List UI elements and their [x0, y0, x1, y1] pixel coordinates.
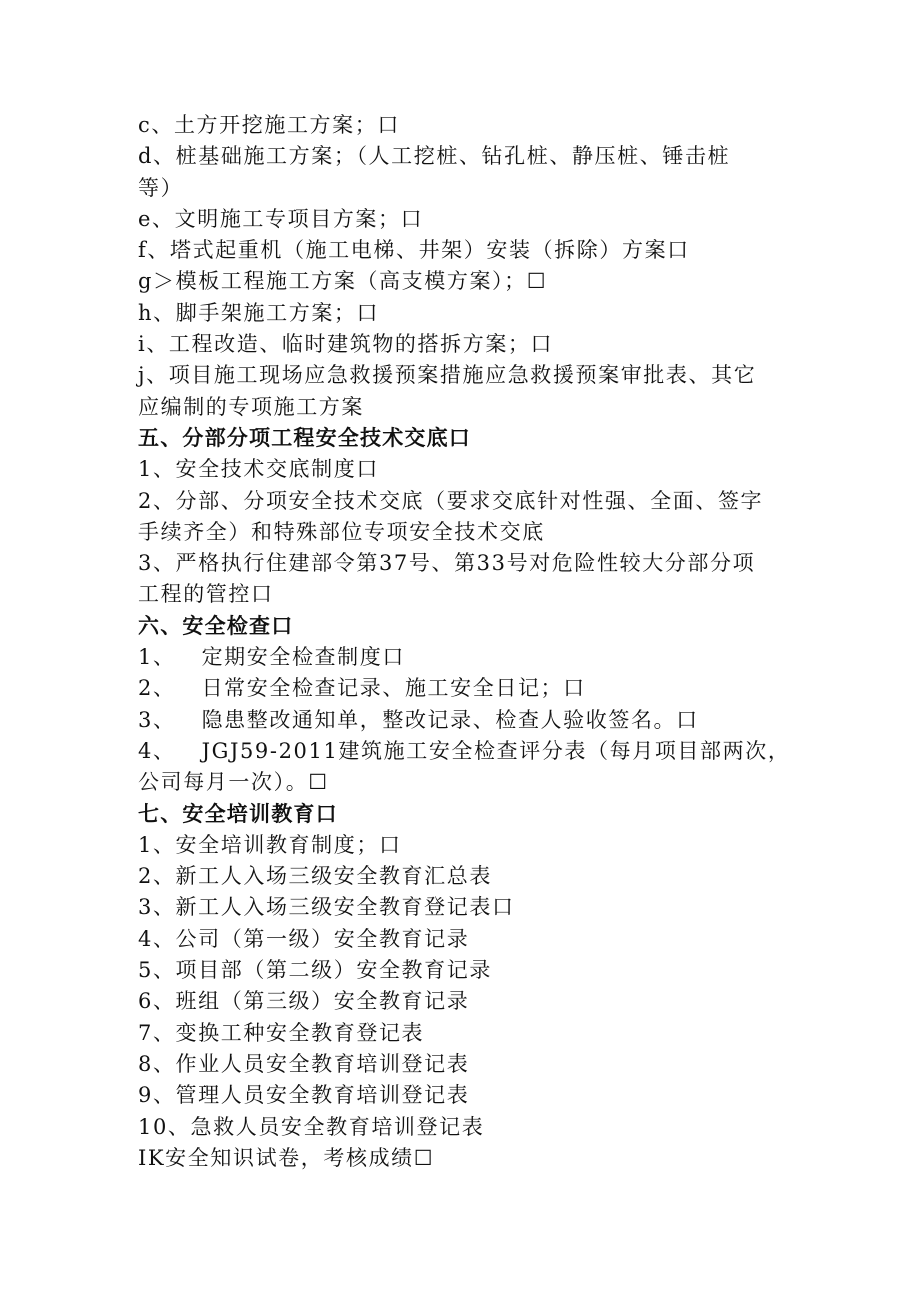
text-line: j、项目施工现场应急救援预案措施应急救援预案审批表、其它	[138, 363, 757, 388]
text-line: g＞模板工程施工方案（高支模方案）；☐	[138, 269, 548, 294]
item-number: 1、	[138, 645, 176, 670]
item-number: 2、	[138, 676, 176, 701]
item-number: 3、	[138, 707, 176, 732]
text-line: 7、变换工种安全教育登记表	[138, 1020, 425, 1045]
text-line: IK安全知识试卷，考核成绩☐	[138, 1145, 435, 1170]
text-line: 6、班组（第三级）安全教育记录	[138, 989, 470, 1014]
item-number: 4、	[138, 738, 176, 763]
text-line	[138, 705, 788, 736]
text-line: 1、安全技术交底制度口	[138, 457, 379, 482]
text-line: 等）	[138, 175, 184, 200]
item-text: 定期安全检查制度口	[201, 645, 405, 670]
text-line	[138, 642, 788, 673]
text-line	[138, 673, 788, 704]
item-text: 隐患整改通知单，整改记录、检查人验收签名。口	[201, 707, 699, 732]
text-line: h、脚手架施工方案；口	[138, 300, 380, 325]
text-line: 应编制的专项施工方案	[138, 394, 364, 419]
text-line: i、工程改造、临时建筑物的搭拆方案；口	[138, 332, 554, 357]
item-text: 日常安全检查记录、施工安全日记；口	[201, 676, 586, 701]
text-line: 10、急救人员安全教育培训登记表	[138, 1114, 485, 1139]
document-body	[138, 110, 791, 1174]
text-line: 1、安全培训教育制度；口	[138, 832, 402, 857]
text-line: 5、项目部（第二级）安全教育记录	[138, 958, 492, 983]
text-line: c、土方开挖施工方案；口	[138, 113, 400, 137]
text-line: 4、公司（第一级）安全教育记录	[138, 926, 470, 951]
text-line	[138, 736, 791, 767]
section-heading: 七、安全培训教育口	[138, 801, 338, 826]
text-line: 2、新工人入场三级安全教育汇总表	[138, 864, 492, 889]
item-text: JGJ59-2011建筑施工安全检查评分表（每月项目部两次，	[201, 738, 791, 763]
text-line: 3、新工人入场三级安全教育登记表口	[138, 895, 515, 920]
text-line: 3、严格执行住建部令第37号、第33号对危险性较大分部分项	[138, 551, 756, 576]
text-line: 8、作业人员安全教育培训登记表	[138, 1051, 470, 1076]
text-line: 2、分部、分项安全技术交底（要求交底针对性强、全面、签字	[138, 488, 764, 513]
text-line: d、桩基础施工方案；（人工挖桩、钻孔桩、静压桩、锤击桩	[138, 144, 731, 169]
section-heading: 五、分部分项工程安全技术交底口	[138, 425, 471, 450]
text-line: 公司每月一次）。☐	[138, 770, 329, 795]
text-line: 手续齐全）和特殊部位专项安全技术交底	[138, 519, 545, 544]
text-line: 工程的管控口	[138, 582, 274, 607]
text-line: 9、管理人员安全教育培训登记表	[138, 1083, 470, 1108]
text-line: f、塔式起重机（施工电梯、井架）安装（拆除）方案口	[138, 238, 690, 263]
text-line: e、文明施工专项目方案；口	[138, 206, 424, 231]
section-heading: 六、安全检查口	[138, 613, 294, 638]
